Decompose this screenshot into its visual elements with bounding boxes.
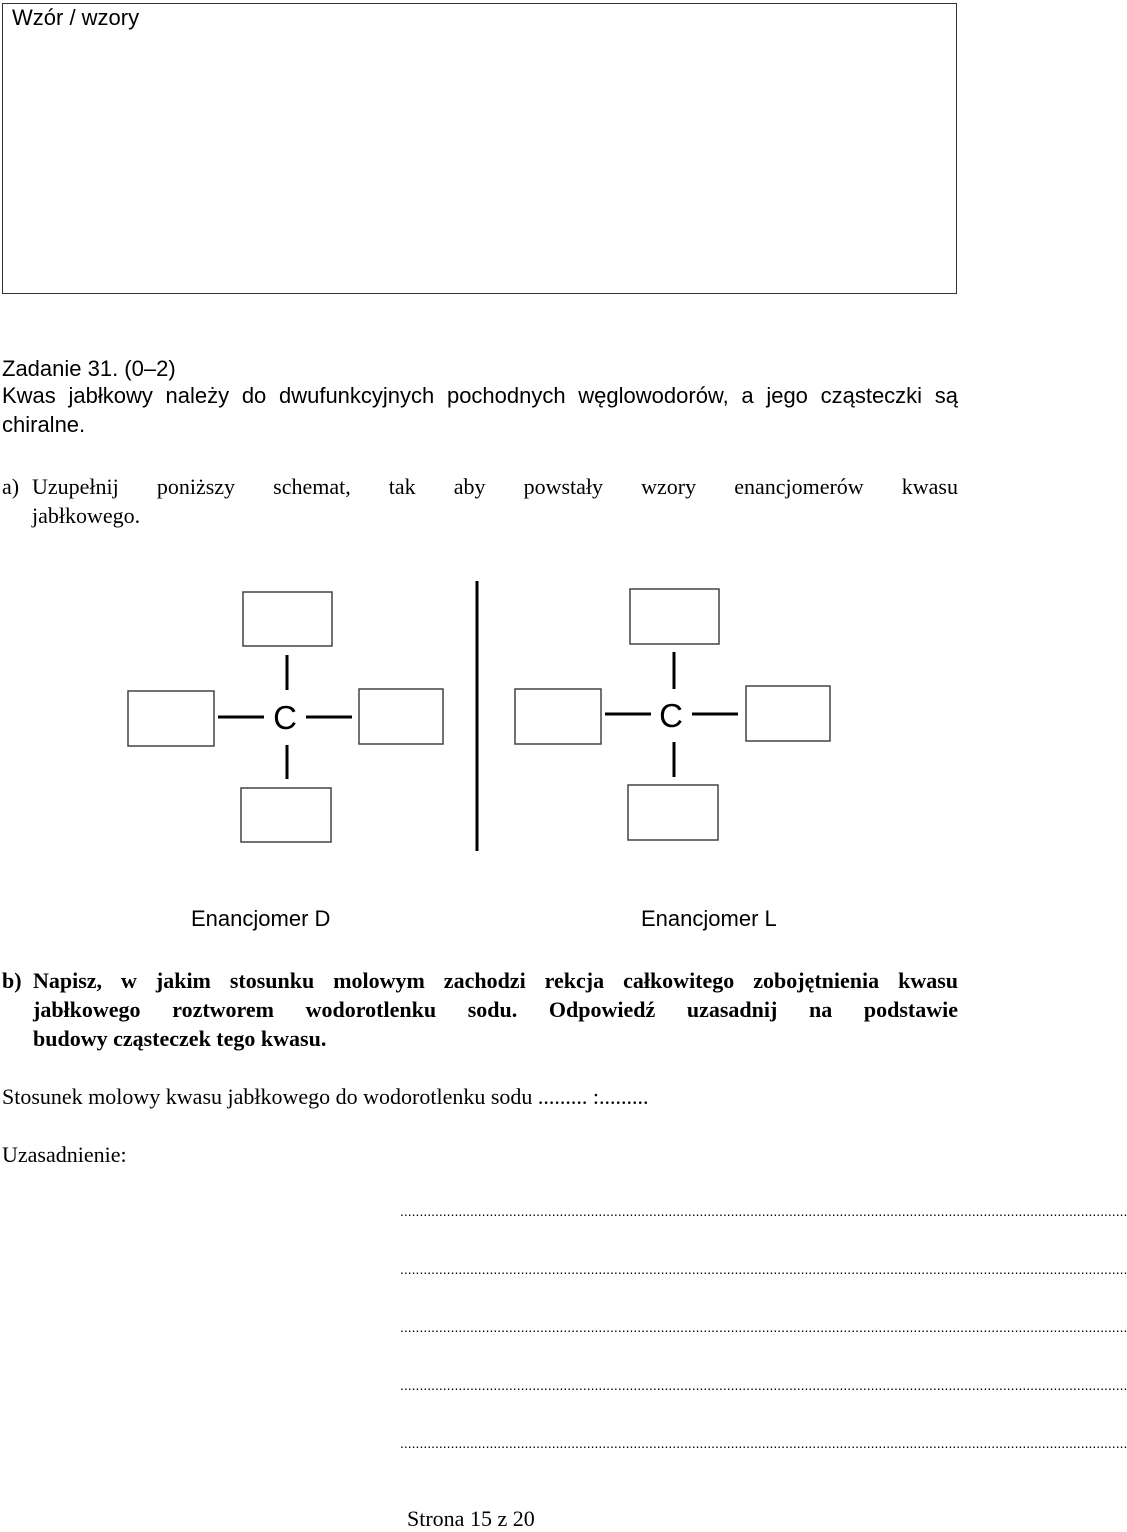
- enantiomer-l-caption: Enancjomer L: [641, 906, 777, 931]
- part-b-instruction-line-2: jabłkowego roztworem wodorotlenku sodu. Odpowiedź uzasadnij na podstawie: [33, 997, 958, 1022]
- part-a-label: a): [2, 474, 20, 499]
- part-b-label: b): [2, 968, 22, 993]
- enantiomer-l-carbon: C: [659, 697, 683, 734]
- part-b-instruction-line-3: budowy cząsteczek tego kwasu.: [33, 1026, 327, 1051]
- justification-answer-line[interactable]: ...........................................................................................................................................................................................: [400, 1203, 1127, 1219]
- enantiomer-l-structure: [515, 589, 830, 840]
- task-intro-line-2: chiralne.: [2, 412, 86, 437]
- part-a-instruction-line-2: jabłkowego.: [32, 503, 141, 528]
- justification-answer-line[interactable]: ...........................................................................................................................................................................................: [400, 1435, 1127, 1451]
- enantiomer-d-bottom-box[interactable]: [241, 788, 331, 842]
- justification-answer-line[interactable]: ...........................................................................................................................................................................................: [400, 1377, 1127, 1393]
- formula-answer-box[interactable]: [2, 3, 957, 294]
- enantiomer-scheme: [0, 560, 960, 870]
- enantiomer-l-top-box[interactable]: [630, 589, 719, 644]
- formula-box-label: Wzór / wzory: [12, 5, 140, 30]
- part-b-instruction-line-1: Napisz, w jakim stosunku molowym zachodzi rekcja całkowitego zobojętnienia kwasu: [33, 968, 958, 993]
- enantiomer-d-left-box[interactable]: [128, 691, 214, 746]
- enantiomer-d-caption: Enancjomer D: [191, 906, 331, 931]
- task-intro-line-1: Kwas jabłkowy należy do dwufunkcyjnych pochodnych węglowodorów, a jego cząsteczki są: [2, 383, 958, 408]
- molar-ratio-answer-line[interactable]: Stosunek molowy kwasu jabłkowego do wodorotlenku sodu ......... :.........: [2, 1084, 649, 1109]
- enantiomer-d-right-box[interactable]: [359, 689, 443, 744]
- enantiomer-l-right-box[interactable]: [746, 686, 830, 741]
- part-a-instruction-line-1: Uzupełnij poniższy schemat, tak aby powstały wzory enancjomerów kwasu: [32, 474, 958, 499]
- page-number-footer: Strona 15 z 20: [407, 1506, 535, 1531]
- enantiomer-l-left-box[interactable]: [515, 689, 601, 744]
- justification-label: Uzasadnienie:: [2, 1142, 127, 1167]
- enantiomer-d-structure: [128, 592, 443, 842]
- task-title: Zadanie 31. (0–2): [2, 356, 176, 381]
- justification-answer-line[interactable]: ...........................................................................................................................................................................................: [400, 1261, 1127, 1277]
- enantiomer-l-bottom-box[interactable]: [628, 785, 718, 840]
- enantiomer-d-carbon: C: [273, 699, 297, 736]
- justification-answer-line[interactable]: ...........................................................................................................................................................................................: [400, 1319, 1127, 1335]
- enantiomer-d-top-box[interactable]: [243, 592, 332, 646]
